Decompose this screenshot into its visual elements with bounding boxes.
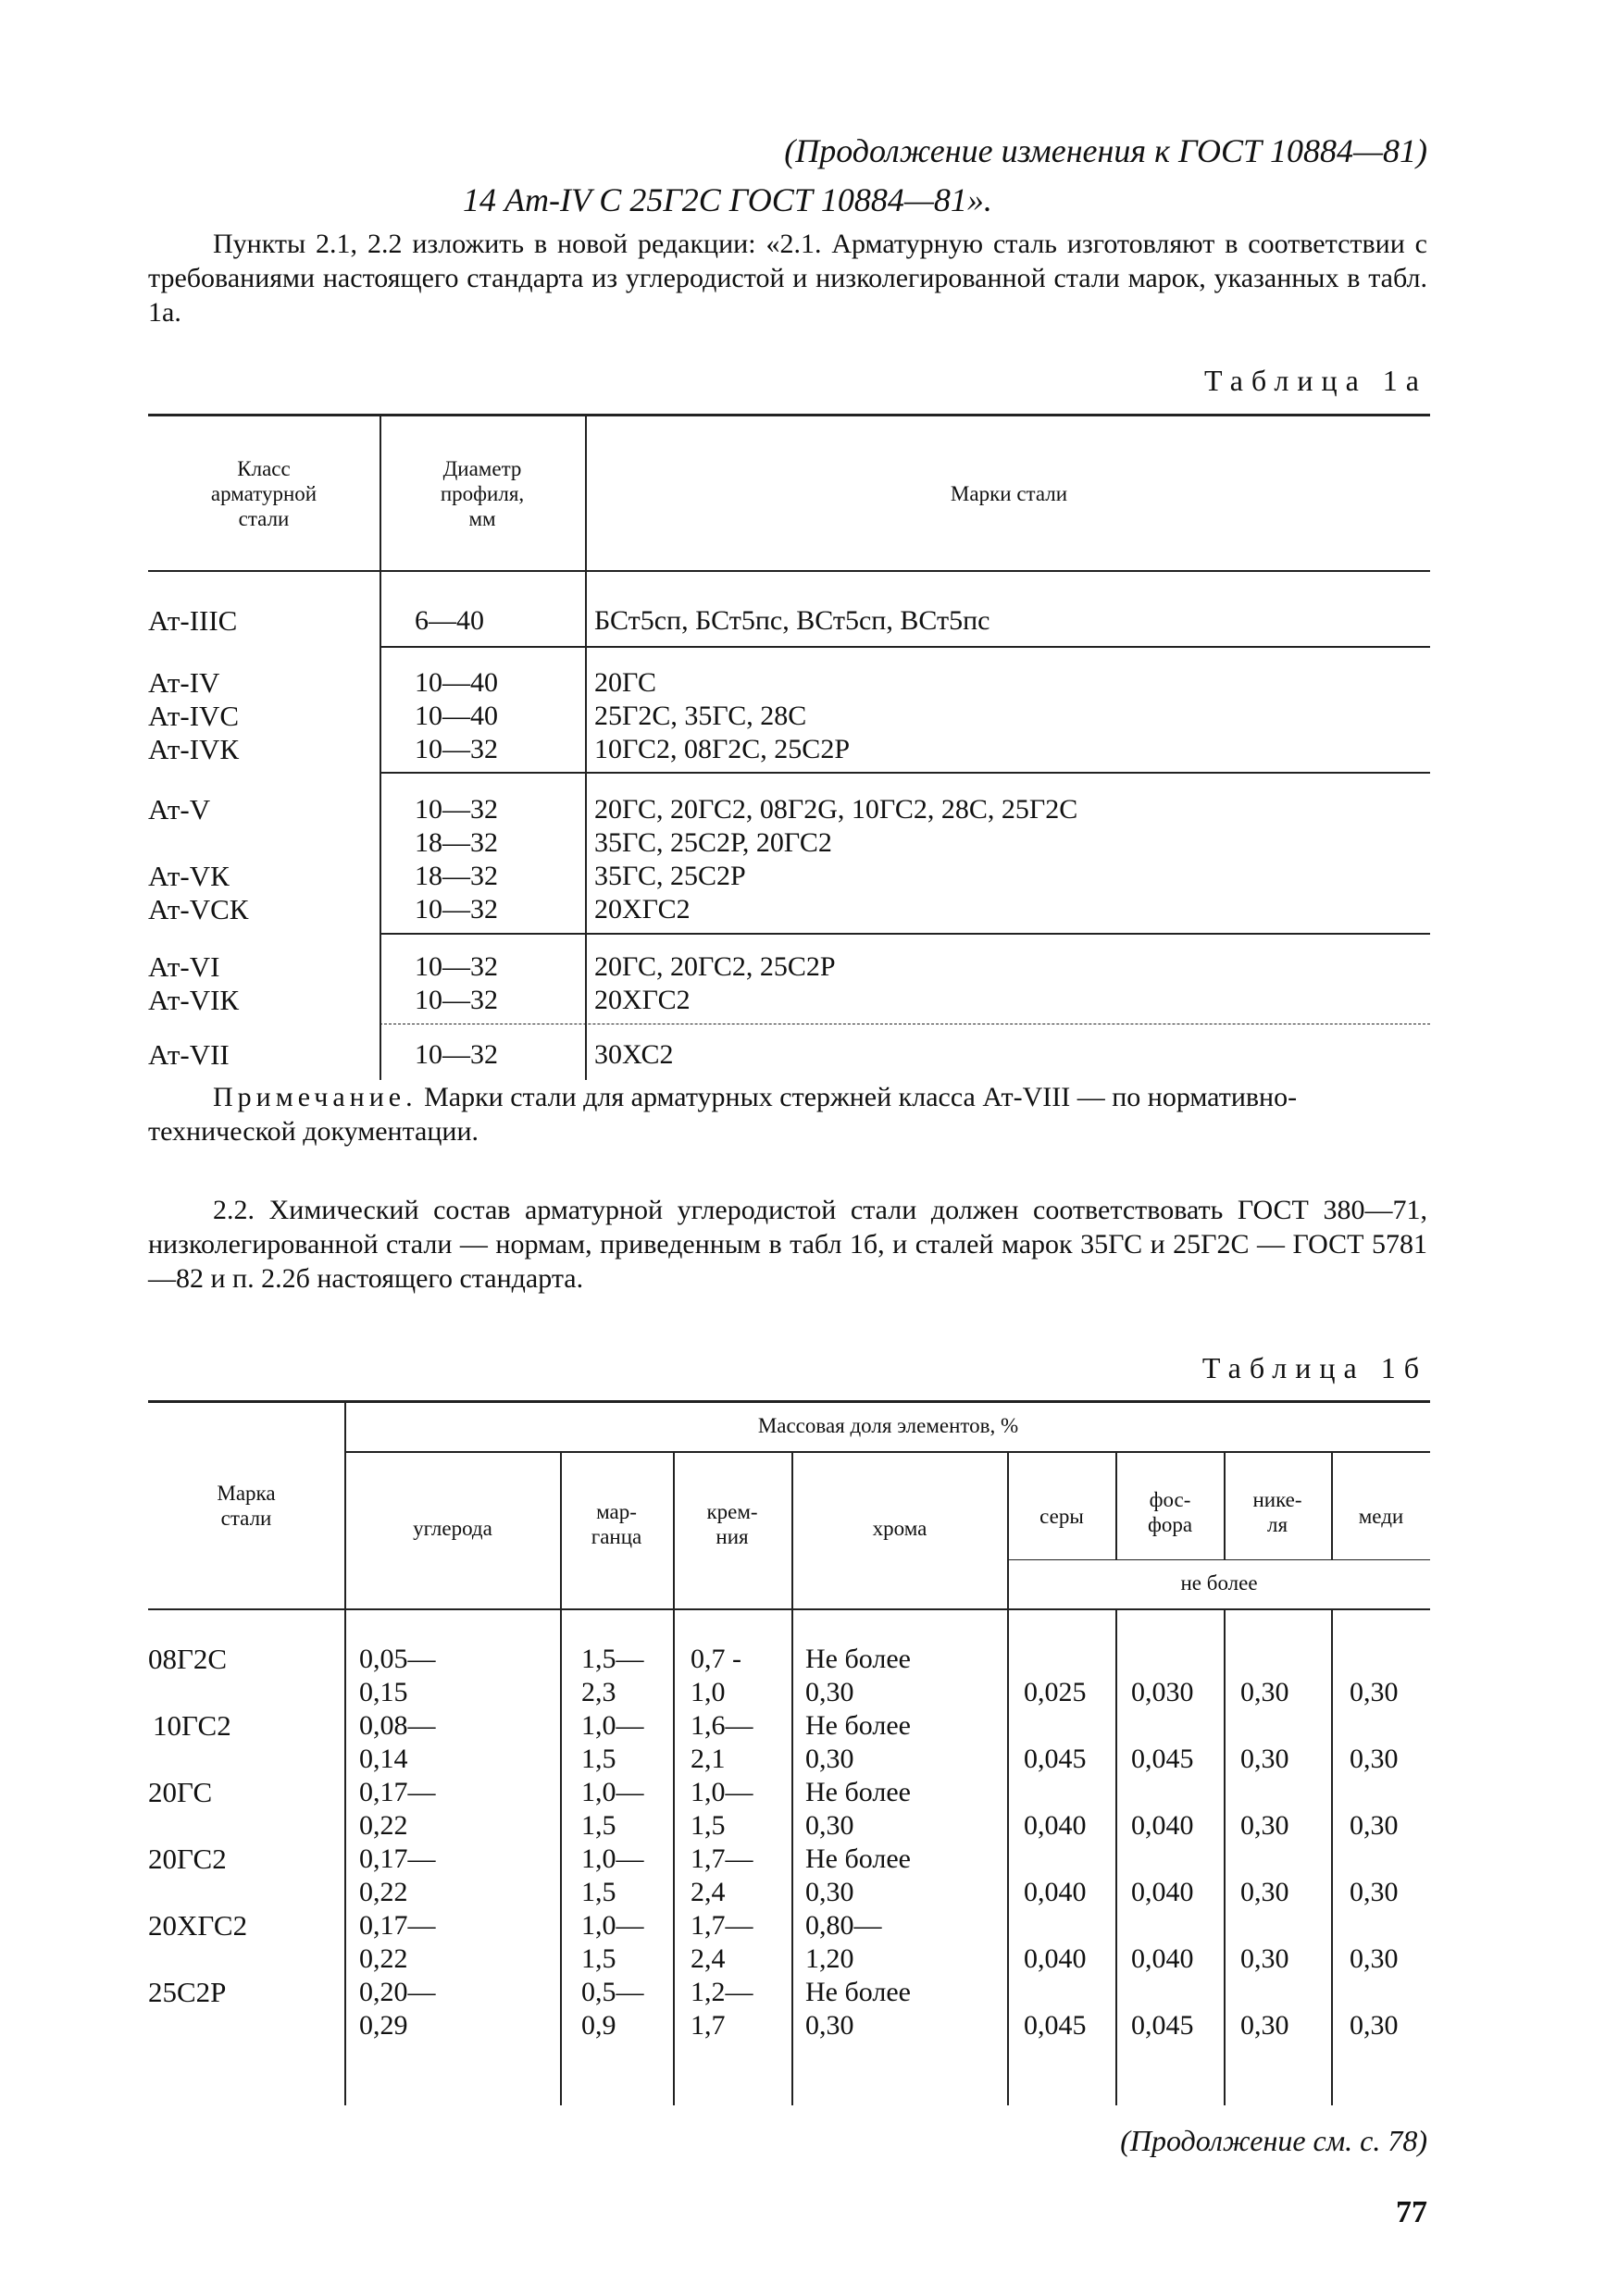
paragraph-2-2: 2.2. Химический состав арматурной углеродистой стали должен соответствовать ГОСТ 380—71, низколегированной стали — нормам, приведенным в табл 1б, и сталей марок 35ГС и 25Г2С — ГОСТ 5781—82 и п. 2.2б настоящего стандарта. — [148, 1195, 1427, 1294]
table-1b-header-copper: меди — [1358, 1505, 1404, 1528]
table-1b-header-sulfur: серы — [1039, 1505, 1084, 1528]
table-1a-header-diameter: Диаметр профиля, мм — [440, 457, 525, 530]
item-14-heading: 14 Ат-IV С 25Г2С ГОСТ 10884—81». — [463, 181, 992, 218]
table-1a-header-grades: Марки стали — [950, 482, 1068, 505]
table-1b-title: Таблица 1б — [1201, 1351, 1427, 1384]
table-1b-header-manganese: мар- ганца — [591, 1500, 642, 1548]
table-1b-header-grade: Марка стали — [217, 1482, 276, 1530]
table-1b-header-chromium: хрома — [872, 1517, 927, 1540]
table-1a-note: Примечание. Марки стали для арматурных стержней класса Ат-VIII — по нормативно-технической документации. — [148, 1082, 1298, 1147]
page-number: 77 — [1396, 2195, 1427, 2229]
table-1b-header-carbon: углерода — [413, 1517, 492, 1540]
table-1a-title: Таблица 1а — [1203, 364, 1427, 397]
continued-footer: (Продолжение см. с. 78) — [1120, 2124, 1427, 2157]
table-1b-header-phosphorus: фос- фора — [1147, 1488, 1193, 1536]
paragraph-2-1: Пункты 2.1, 2.2 изложить в новой редакции: «2.1. Арматурную сталь изготовляют в соответствии с требованиями настоящего стандарта из углеродистой и низколегированной стали марок, указанных в табл. 1а. — [148, 229, 1427, 328]
table-1b-header-silicon: крем- ния — [706, 1500, 758, 1548]
continuation-header: (Продолжение изменения к ГОСТ 10884—81) — [784, 132, 1427, 169]
table-1a-header-class: Класс арматурной стали — [210, 457, 317, 530]
table-1b-header-not-more: не более — [1180, 1571, 1258, 1595]
table-1b-header-mass-fraction: Массовая доля элементов, % — [757, 1414, 1019, 1437]
table-1b-header-nickel: нике- ля — [1252, 1488, 1302, 1536]
